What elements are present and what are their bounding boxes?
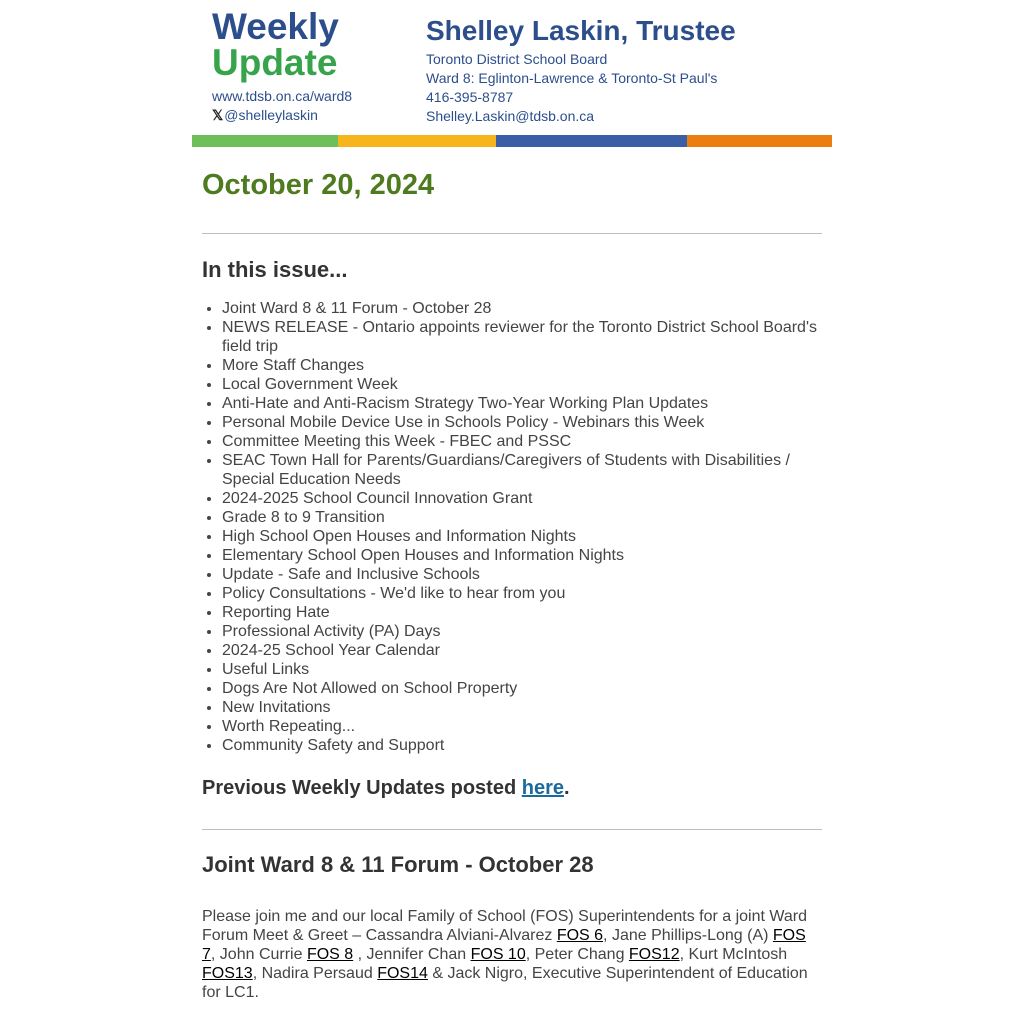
color-bar-green	[192, 135, 338, 147]
brand-block	[212, 6, 353, 125]
board-name: Toronto District School Board	[426, 51, 608, 67]
issue-list-item[interactable]: • Joint Ward 8 & 11 Forum - October 28	[222, 299, 822, 318]
phone-number: 416-395-8787	[426, 89, 514, 105]
content	[192, 169, 832, 1002]
issue-date: October 20, 2024	[202, 169, 435, 201]
issue-list-item[interactable]: • Reporting Hate	[222, 603, 822, 622]
issue-list-item[interactable]: • 2024-25 School Year Calendar	[222, 641, 822, 660]
previous-updates-link[interactable]: here	[521, 777, 564, 799]
issue-list-item[interactable]: • New Invitations	[222, 698, 822, 717]
forum-heading: Joint Ward 8 & 11 Forum - October 28	[202, 852, 594, 877]
issue-list-item[interactable]: • Anti-Hate and Anti-Racism Strategy Two-Year Working Plan Updates	[222, 394, 822, 413]
issue-list-item[interactable]: • More Staff Changes	[222, 356, 822, 375]
newsletter	[192, 0, 832, 1002]
forum-text: Please join me and our local Family of School (FOS) Superintendents for a joint Ward Forum Meet & Greet – Cassandra Alviani-Alvarez	[202, 908, 808, 944]
in-this-issue-heading: In this issue...	[202, 257, 348, 282]
issue-list-item[interactable]: • Dogs Are Not Allowed on School Property	[222, 679, 822, 698]
forum-text: , John Currie	[210, 946, 307, 963]
issue-list-item[interactable]: • SEAC Town Hall for Parents/Guardians/Caregivers of Students with Disabilities / Special Education Needs	[222, 451, 822, 489]
previous-updates	[202, 776, 822, 800]
forum-text: , Nadira Persaud	[252, 965, 378, 982]
website-link[interactable]: www.tdsb.on.ca/ward8	[212, 88, 353, 104]
masthead	[192, 0, 832, 135]
forum-text: , Jane Phillips-Long (A)	[603, 927, 773, 944]
issue-list-item[interactable]: • Update - Safe and Inclusive Schools	[222, 565, 822, 584]
previous-updates-suffix: .	[564, 777, 570, 799]
issue-list-item[interactable]: • NEWS RELEASE - Ontario appoints reviewer for the Toronto District School Board's field trip	[222, 318, 822, 356]
fos10-link[interactable]: FOS 10	[470, 946, 526, 963]
issue-list-item[interactable]: • Professional Activity (PA) Days	[222, 622, 822, 641]
issue-list-item[interactable]: • Policy Consultations - We'd like to hear from you	[222, 584, 822, 603]
color-bar-orange	[687, 135, 832, 147]
fos12-link[interactable]: FOS12	[628, 946, 680, 963]
forum-paragraph	[202, 907, 822, 1002]
forum-text: , Kurt McIntosh	[679, 946, 788, 963]
email-link[interactable]: Shelley.Laskin@tdsb.on.ca	[426, 108, 595, 124]
trustee-name: Shelley Laskin, Trustee	[426, 15, 736, 46]
trustee-block	[426, 14, 736, 126]
issue-list-item[interactable]: • Grade 8 to 9 Transition	[222, 508, 822, 527]
issue-list-item[interactable]: • Worth Repeating...	[222, 717, 822, 736]
fos6-link[interactable]: FOS 6	[556, 927, 604, 944]
forum-text: & Jack Nigro, Executive Superintendent of Education for LC1.	[202, 965, 808, 1001]
brand-links	[212, 87, 352, 125]
issue-list-item[interactable]: • Committee Meeting this Week - FBEC and PSSC	[222, 432, 822, 451]
issue-list-item[interactable]: • 2024-2025 School Council Innovation Grant	[222, 489, 822, 508]
fos7-link[interactable]: FOS 7	[202, 927, 806, 963]
issue-list-item[interactable]: • Community Safety and Support	[222, 736, 822, 755]
brand-title-weekly: Weekly	[212, 6, 339, 47]
issue-list-item[interactable]: • Useful Links	[222, 660, 822, 679]
issue-list-item[interactable]: • Personal Mobile Device Use in Schools Policy - Webinars this Week	[222, 413, 822, 432]
trustee-info	[426, 50, 736, 126]
brand-title-update: Update	[212, 42, 338, 83]
social-handle-link[interactable]: @shelleylaskin	[224, 107, 318, 123]
forum-text: , Jennifer Chan	[353, 946, 471, 963]
ward-name: Ward 8: Eglinton-Lawrence & Toronto-St Paul's	[426, 70, 718, 86]
fos8-link[interactable]: FOS 8	[306, 946, 354, 963]
color-bar-blue	[496, 135, 687, 147]
forum-text: , Peter Chang	[525, 946, 629, 963]
color-bar-yellow	[338, 135, 496, 147]
issue-list-item[interactable]: • Elementary School Open Houses and Information Nights	[222, 546, 822, 565]
x-icon: 𝕏	[212, 107, 224, 123]
issue-list-item[interactable]: • Local Government Week	[222, 375, 822, 394]
issues-list	[202, 299, 822, 755]
issue-list-item[interactable]: • High School Open Houses and Information Nights	[222, 527, 822, 546]
previous-updates-text: Previous Weekly Updates posted	[202, 777, 522, 799]
fos14-link[interactable]: FOS14	[377, 965, 428, 982]
fos13-link[interactable]: FOS13	[202, 965, 253, 982]
color-bar	[192, 135, 832, 147]
